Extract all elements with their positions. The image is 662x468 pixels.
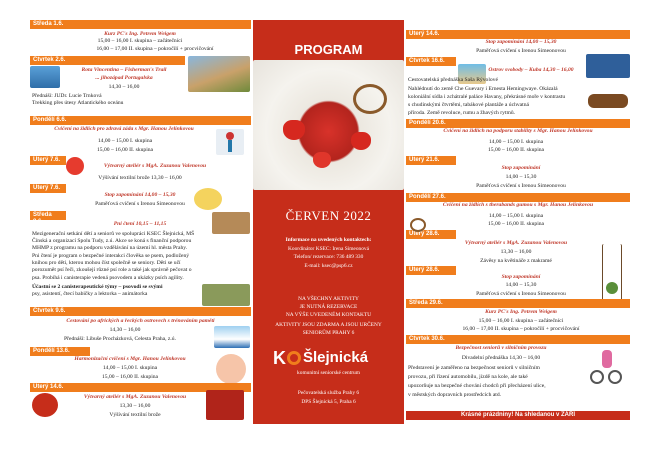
event-title: Výtvarný ateliér s MgA. Zuzanou Valenovou — [464, 240, 568, 246]
event-title: Stop zapomínání 14,00 – 15,30 — [485, 39, 557, 45]
notice-line: NA VÝŠE UVEDENÉM KONTAKTU — [285, 312, 372, 318]
event-line: Paměťová cvičení s Irenou Simeonovou — [476, 183, 566, 189]
event-title: Rota Vincentina – Fisherman's Trail — [81, 67, 167, 73]
event-title: Cestování po afrických a řeckých ostrovech s trénováním paměti — [66, 318, 215, 324]
event-line: 15,00 – 16,00 II. skupina — [487, 221, 545, 227]
event-line: upozorňuje na bezpečné chování chodců při přecházení ulice, — [408, 383, 546, 389]
event-title: Cvičení na židlích pro zdravá záda s Mgr. Hanou Jelínkovou — [54, 126, 194, 132]
event-line: 16,00 – 17,00 II. skupina – pokročilí + procvičování — [462, 326, 580, 332]
logo-ring — [287, 351, 301, 365]
event-line: porozumět psí řeči, zkoušejí různé psí role a také jak správně pečovat o — [32, 267, 192, 273]
event-title: Pni čtení 10,15 – 11,15 — [113, 221, 167, 227]
event-line: Pni čtení je program o bezpečné interakci člověka se psem, podložený — [32, 253, 190, 259]
event-line: v městských dopravních prostředcích atd. — [408, 392, 502, 398]
kc-logo — [273, 348, 385, 370]
day-header: Čtvrtek 30.6. — [406, 335, 630, 344]
event-line: knihou pro děti, kterou mohou číst společně se seniory. Děti se učí — [32, 260, 181, 266]
macrame-hanger-illustration — [602, 244, 622, 304]
cigar-photo — [588, 94, 628, 108]
havana-car-photo — [586, 54, 630, 78]
day-header: Čtvrtek 2.6. — [30, 56, 185, 65]
meditation-illustration — [216, 354, 246, 384]
event-line: 14,00 – 15,00 I. skupina — [488, 213, 544, 219]
event-line: 15,00 – 16,00 II. skupina — [101, 374, 159, 380]
day-header: Pondělí 13.6. — [30, 347, 90, 356]
event-title: Ostrov svobody – Kuba 14,30 – 16,00 — [488, 67, 574, 73]
event-title: Harmonizační cvičení s Mgr. Hanou Jelínkovou — [74, 356, 186, 362]
month-title: ČERVEN 2022 — [285, 208, 372, 223]
event-line: Přednáší: Libuše Procházková, Celesta Praha, z.ú. — [64, 336, 176, 342]
event-line: 15,00 – 16,00 I. skupina – začátečníci — [97, 38, 183, 44]
day-header: Čtvrtek 9.6. — [30, 307, 251, 316]
event-line: 14,00 – 15,00 I. skupina — [488, 139, 544, 145]
event-line: 15,00 – 16,00 II. skupina — [487, 147, 545, 153]
macrame-ring-icon — [410, 218, 426, 232]
event-title: Kurz PC's Ing. Petrem Weigem — [485, 309, 557, 315]
dog-photo — [212, 212, 250, 234]
info-line: Telefon/ rezervace: 736 489 330 — [293, 254, 364, 260]
event-time: 14,30 – 16,00 — [108, 84, 140, 90]
day-header: Úterý 14.6. — [30, 383, 251, 392]
event-line: 14,00 – 15,30 — [505, 282, 537, 288]
middle-column — [253, 20, 404, 424]
day-header: Středa 8.6. — [30, 211, 66, 220]
event-line: koloniální sídla i zchátralé paláce Havany, překrásné moře v kontrastu — [408, 94, 566, 100]
day-header: Středa 29.6. — [406, 299, 630, 308]
notice-line: NA VŠECHNY AKTIVITY — [298, 296, 359, 302]
island-photo — [214, 326, 250, 348]
day-header: Úterý 14.6. — [406, 30, 630, 39]
day-header: Úterý 28.6. — [406, 266, 456, 275]
info-heading: Informace na uvedených kontaktech: — [285, 237, 372, 243]
notice-line: SENIORŮM PRAHY 6 — [302, 330, 355, 336]
event-line: Představení je zaměřeno na bezpečnost seniorů v silničním — [408, 365, 540, 371]
program-title: PROGRAM — [294, 42, 363, 57]
event-line: 14,30 – 16,00 — [109, 327, 141, 333]
logo-subtitle: komunitní seniorské centrum — [297, 370, 360, 376]
logo-letter: K — [273, 348, 286, 368]
logo-name: Šlejnická — [303, 349, 369, 366]
event-line: Výšívání textilní brože 13,30 – 16,00 — [98, 175, 182, 181]
day-header: Pondělí 6.6. — [30, 116, 251, 125]
event-line: Paměťová cvičení s Irenou Simeonovou — [476, 48, 566, 54]
day-header: Středa 1.6. — [30, 20, 251, 29]
event-title: Výtvarný ateliér s MgA. Zuzanou Valenovou — [83, 394, 187, 400]
notice-line: JE NUTNÁ REZERVACE — [299, 304, 358, 310]
day-header: Úterý 7.6. — [30, 156, 66, 165]
event-line: 14,00 – 15,00 I. skupina — [102, 365, 158, 371]
event-line: Mezigenerační setkání dětí a seniorů ve spolupráci KSEC Šlejnická, MŠ — [32, 231, 195, 237]
event-line: Čínská a organizací Spolu Tudy, z.ú. Akce se koná s finanční podporou — [32, 238, 192, 244]
notice-line: AKTIVITY JSOU ZDARMA A JSOU URČENY — [275, 322, 382, 328]
day-header: Úterý 7.6. — [30, 184, 66, 193]
day-header: Pondělí 20.6. — [406, 119, 630, 128]
cyclist-illustration — [586, 346, 626, 386]
info-line: E-mail: ksec@psp6.cz — [304, 263, 353, 269]
day-header: Pondělí 27.6. — [406, 193, 630, 202]
event-line: provozu, při řízení automobilu, jízdě na kole, ale také — [408, 374, 528, 380]
event-line: 13,30 – 16,00 — [500, 249, 532, 255]
event-line: 13,30 – 16,00 — [119, 403, 151, 409]
strawberries-photo — [253, 60, 404, 190]
exercise-illustration — [216, 129, 244, 155]
event-title: Výtvarný ateliér s MgA. Zuzanou Valenovou — [103, 163, 207, 169]
event-line: Závěsy na květináče z makramé — [480, 258, 552, 264]
footer-banner: Krásné prázdniny! Na shledanou v ZÁŘÍ — [406, 411, 630, 420]
event-line: 14,00 – 15,00 I. skupina — [97, 138, 153, 144]
event-line: Paměťová cvičení s Irenou Simeonovou — [95, 201, 185, 207]
day-header: Čtvrtek 16.6. — [406, 57, 456, 66]
event-title: Cvičení na židlích na podporu stability s Mgr. Hanou Jelínkovou — [443, 128, 593, 134]
event-line: s chudinskými čtvrtěmi, tabákové plantáže a úchvatná — [408, 102, 530, 108]
textile-brooch-icon — [32, 393, 58, 417]
event-line: psy, asistentí, čtecí babičky a lektorka – animátorka — [32, 291, 148, 297]
address-line: DPS Šlejnická 5, Praha 6 — [301, 399, 356, 405]
event-line: Trekking přes útesy Atlantického oceánu — [32, 100, 124, 106]
event-line: 15,00 – 16,00 II. skupina — [96, 147, 154, 153]
event-line: MHMP z programu na podporu vzdělávání na území hl. města Prahy. — [32, 245, 188, 251]
event-title: Bezpečnost seniorů v silničním provozu — [455, 345, 547, 351]
brooch-photo — [206, 390, 244, 420]
info-line: Koordinátor KSEC: Irena Simeonová — [288, 246, 369, 252]
event-line: 15,00 – 16,00 I. skupina – začátečníci — [478, 318, 564, 324]
cliffs-photo — [188, 56, 250, 92]
event-line: Paměťová cvičení s Irenou Simeonovou — [476, 291, 566, 297]
event-title: Cvičení na židlích s therabands gumou s Mgr. Hanou Jelínkovou — [442, 202, 594, 208]
event-line: psa. Probíhá i canisterapie vedená psovodem a ukázky psích agility. — [32, 275, 184, 281]
event-line: Přednáší: JUDr. Lucie Trnková — [32, 93, 102, 99]
coast-photo — [30, 66, 60, 88]
event-line: příroda. Země revoluce, rumu a žhavých rytmů. — [408, 110, 516, 116]
event-subtitle: ... jihozápad Portugalska — [95, 75, 153, 81]
event-line: Účastní se 2 canisterapeutické týmy – psovodi se svými — [32, 284, 163, 290]
day-header: Úterý 21.6. — [406, 156, 456, 165]
address-line: Pečovatelská služba Prahy 6 — [297, 390, 360, 396]
dog-agility-photo — [202, 284, 250, 306]
event-line: Nahlédnutí do země Che Guevary i Ernesta Hemingwaye. Okázalá — [408, 86, 558, 92]
event-title: Kurz PC's Ing. Petrem Weigem — [104, 31, 176, 37]
day-header: Úterý 28.6. — [406, 230, 456, 239]
event-title: Stop zapomínání 14,00 – 15,30 — [104, 192, 176, 198]
event-title: Stop zapomínání — [501, 165, 541, 171]
event-line: Cestovatelská přednáška Saša Rývolové — [408, 77, 498, 83]
event-line: Divadelní přednáška 14,30 – 16,00 — [461, 355, 541, 361]
event-line: 16,00 – 17,00 II. skupina – pokročilí + procvičování — [96, 46, 214, 52]
event-title: Stop zapomínání — [501, 274, 541, 280]
event-line: 14,00 – 15,30 — [505, 174, 537, 180]
event-line: Výšívání textilní brože — [109, 412, 161, 418]
